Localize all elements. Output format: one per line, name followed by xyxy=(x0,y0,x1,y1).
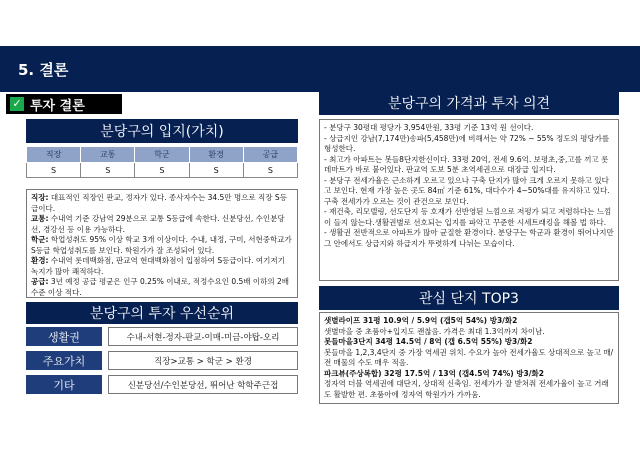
note-label: 공급: xyxy=(31,277,49,286)
note-text: 학업성취도 95% 이상 학교 3개 이상이다. 수내, 내정, 구미, 서현중학교가 S등급 학업성취도를 보인다. 학원가가 잘 조성되어 있다. xyxy=(31,235,292,255)
location-note xyxy=(31,235,293,256)
location-notes xyxy=(26,189,298,298)
priority-value: 수내-서현-정자-판교-이매-미금-야탑-오리 xyxy=(108,327,298,346)
note-text: 수내역 기준 강남역 29분으로 교통 S등급에 속한다. 신분당선, 수인분당선, 경강선 등 이용 가능하다. xyxy=(31,214,285,234)
note-label: 직장: xyxy=(31,193,49,202)
priority-row xyxy=(26,351,298,370)
priority-value: 신분당선/수인분당선, 뛰어난 학학주근접 xyxy=(108,375,298,394)
section-banner xyxy=(0,46,640,92)
location-header: 분당구의 입지(가치) xyxy=(26,119,298,143)
note-text: 수내역 롯데백화점, 판교역 현대백화점이 입점하여 S등급이다. 여기저기 녹지가 많아 쾌적하다. xyxy=(31,256,285,276)
priority-label: 주요가치 xyxy=(26,351,102,370)
priority-label: 생활권 xyxy=(26,327,102,346)
top3-header: 관심 단지 TOP3 xyxy=(319,286,619,310)
opinion-box xyxy=(319,119,619,281)
complex-title: 파크뷰(주상복합) 32평 17.5억 / 13억 (갭4.5억 74%) 방3/화2 xyxy=(324,368,544,378)
location-col-header: 환경 xyxy=(189,147,243,163)
section-title: 5. 결론 xyxy=(18,61,69,79)
location-col-header: 교통 xyxy=(81,147,135,163)
opinion-line: - 분당구 전세가율은 근소하게 오르고 있으나 구축 단지가 많아 크게 오르지 못하고 있다고 보인다. 현재 가장 높은 곳도 84㎡ 기준 61%, 대다수가 4~50%대를 유지하고 있다. 구축 전세가가 오르는 것이 관건으로 보인다. xyxy=(324,175,610,206)
location-table-header-row xyxy=(27,147,298,163)
location-grade-cell: S xyxy=(243,163,297,178)
complex-desc: 샛별마을 중 초품아+입지도 괜찮음. 가격은 최대 1.3억까지 차이남. xyxy=(324,326,545,336)
opinion-line: - 분당구 30평대 평당가 3,954만원, 33평 기준 13억 원 선이다. xyxy=(324,123,534,132)
opinion-line: - 최고가 아파트는 봇들8단지한신이다. 33평 20억, 전세 9.6억. 보평초,중,고를 끼고 롯데마트가 바로 붙어있다. 판교역 도보 5분 초역세권으로 대장급 입지다. xyxy=(324,154,609,174)
opinion-header: 분당구의 가격과 투자 의견 xyxy=(319,91,619,115)
location-grade-cell: S xyxy=(81,163,135,178)
priority-value: 직장>교통 > 학군 > 환경 xyxy=(108,351,298,370)
location-table-grade-row xyxy=(27,163,298,178)
location-col-header: 공급 xyxy=(243,147,297,163)
opinion-line: - 생활권 전반적으로 아파트가 많아 균질한 환경이다. 분당구는 학군과 환경이 뛰어나지만 그 안에서도 상급지와 하급지가 뚜렷하게 나뉘는 모습이다. xyxy=(324,228,614,248)
note-text: 3년 예정 공급 평균은 인구 0.25% 이내로, 적정수요인 0.5배 이하의 2배 수준 이상 적다. xyxy=(31,277,290,297)
check-icon: ✓ xyxy=(10,97,24,111)
top3-box xyxy=(319,312,619,404)
location-note xyxy=(31,193,293,214)
conclusion-tag xyxy=(6,94,122,114)
priority-label: 기타 xyxy=(26,375,102,394)
complex-title: 샛별라이프 31평 10.9억 / 5.9억 (갭5억 54%) 방3/화2 xyxy=(324,316,518,325)
note-label: 학군: xyxy=(31,235,49,244)
location-note xyxy=(31,277,293,298)
complex-title: 봇들마을3단지 34평 14.5억 / 8억 (갭 6.5억 55%) 방3/화2 xyxy=(324,337,533,346)
priority-header: 분당구의 투자 우선순위 xyxy=(26,302,298,324)
location-note xyxy=(31,256,293,277)
location-grade-cell: S xyxy=(27,163,81,178)
location-grade-table xyxy=(26,146,298,178)
opinion-line: - 재건축, 리모델링, 선도단지 등 호재가 선반영된 느낌으로 저평가 되고 저렴하다는 느낌이 들지 않는다.생활권별로 선호되는 입지를 파악고 꾸준한 시세트래킹을 해볼 법 하다. xyxy=(324,207,612,227)
location-grade-cell: S xyxy=(189,163,243,178)
priority-row xyxy=(26,327,298,346)
complex-desc: 봇들마을 1,2,3,4단지 중 가장 역세권 위치. 수요가 높아 전세가율도 상대적으로 높고 매/전 매물의 수도 매우 적음. xyxy=(324,347,614,367)
note-label: 교통: xyxy=(31,214,49,223)
location-grade-cell: S xyxy=(135,163,189,178)
complex-desc: 정자역 더블 역세권에 대단지, 상대적 신축임. 전세가가 잘 받쳐줘 전세가율이 높고 거래도 활발한 편. 초품아에 정자역 학원가가 가까움. xyxy=(324,379,609,399)
location-col-header: 학군 xyxy=(135,147,189,163)
opinion-line: - 상급지인 강남(7,174만)송파(5,458만)에 비해서는 약 72% ~ 55% 정도의 평당가를 형성한다. xyxy=(324,133,610,153)
location-note xyxy=(31,214,293,235)
priority-row xyxy=(26,375,298,394)
note-text: 대표적인 직장인 판교, 정자가 있다. 종사자수는 34.5만 명으로 직장 S등급이다. xyxy=(31,193,287,213)
location-col-header: 직장 xyxy=(27,147,81,163)
conclusion-tag-label: 투자 결론 xyxy=(30,98,85,114)
note-label: 환경: xyxy=(31,256,49,265)
